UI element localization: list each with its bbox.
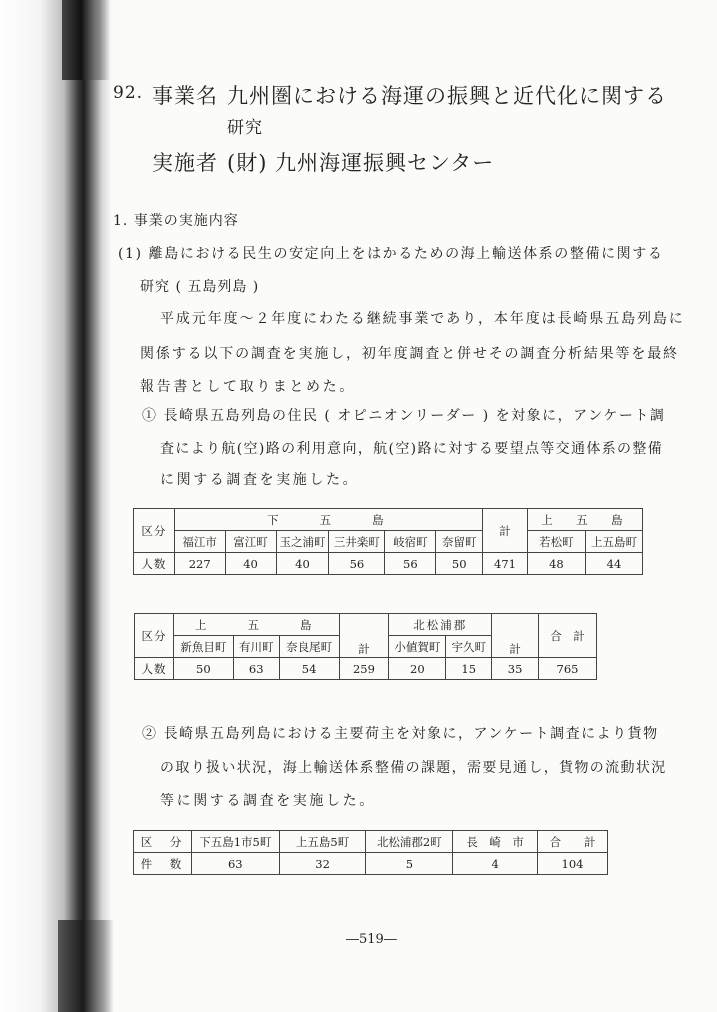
table-cell: 5 bbox=[366, 853, 453, 875]
table-cell: 50 bbox=[173, 658, 233, 680]
table-cell: 227 bbox=[174, 553, 225, 575]
table-cell: 20 bbox=[389, 658, 446, 680]
table-cell: 44 bbox=[585, 553, 642, 575]
sub1-line1: ① 長崎県五島列島の住民 ( オピニオンリーダー ) を対象に，アンケート調 bbox=[142, 408, 666, 424]
kei-header: 計 bbox=[339, 614, 389, 658]
para-line3: 報告書として取りまとめた。 bbox=[140, 379, 356, 395]
para-line1: 平成元年度～２年度にわたる継続事業であり，本年度は長崎県五島列島に bbox=[160, 311, 685, 327]
residents-table-1 bbox=[133, 508, 643, 575]
col-header: 岐宿町 bbox=[385, 531, 436, 553]
table-cell: 54 bbox=[279, 658, 339, 680]
col-header: 新魚目町 bbox=[173, 636, 233, 658]
kitamatsuura-header: 北松浦郡 bbox=[389, 614, 492, 636]
kei-header-2: 計 bbox=[492, 614, 539, 658]
sub1-line3: に関する調査を実施した。 bbox=[160, 472, 360, 488]
para-line2: 関係する以下の調査を実施し，初年度調査と併せその調査分析結果等を最終 bbox=[140, 346, 679, 362]
col-header: 小値賀町 bbox=[389, 636, 446, 658]
col-header: 奈良尾町 bbox=[279, 636, 339, 658]
kami-goto-header: 上 五 島 bbox=[173, 614, 339, 636]
shimo-goto-header: 下 五 島 bbox=[174, 509, 482, 531]
table-cell: 471 bbox=[483, 553, 528, 575]
page-number: ―519― bbox=[346, 932, 397, 947]
table-cell: 56 bbox=[385, 553, 436, 575]
table-cell: 15 bbox=[446, 658, 492, 680]
shippers-table bbox=[133, 830, 608, 875]
sub1-line2: 査により航(空)路の利用意向，航(空)路に対する要望点等交通体系の整備 bbox=[160, 441, 664, 457]
implementer-label: 実施者 bbox=[152, 151, 218, 175]
col-header: 奈留町 bbox=[436, 531, 483, 553]
table-cell: 40 bbox=[276, 553, 329, 575]
kubun-header: 区 分 bbox=[134, 831, 192, 853]
item-number: 92. bbox=[113, 83, 144, 103]
kubun-header: 区分 bbox=[134, 509, 175, 553]
kubun-header: 区分 bbox=[135, 614, 174, 658]
col-header: 宇久町 bbox=[446, 636, 492, 658]
col-header: 北松浦郡2町 bbox=[366, 831, 453, 853]
gokei-header: 合 計 bbox=[539, 614, 597, 658]
table-cell: 50 bbox=[436, 553, 483, 575]
kami-goto-header: 上 五 島 bbox=[527, 509, 642, 531]
section-title: 1. 事業の実施内容 bbox=[113, 213, 239, 229]
table-cell: 56 bbox=[329, 553, 385, 575]
col-header: 合 計 bbox=[538, 831, 608, 853]
item1-line2: 研究 ( 五島列島 ) bbox=[140, 279, 260, 295]
residents-table-2 bbox=[134, 613, 597, 680]
col-header: 玉之浦町 bbox=[276, 531, 329, 553]
col-header: 長 崎 市 bbox=[453, 831, 538, 853]
sub2-line3: 等に関する調査を実施した。 bbox=[160, 793, 376, 809]
col-header: 上五島町 bbox=[585, 531, 642, 553]
table-cell: 48 bbox=[527, 553, 585, 575]
table-cell: 63 bbox=[191, 853, 279, 875]
col-header: 三井楽町 bbox=[329, 531, 385, 553]
col-header: 下五島1市5町 bbox=[191, 831, 279, 853]
ninzu-label: 人数 bbox=[135, 658, 174, 680]
table-cell: 40 bbox=[225, 553, 276, 575]
table-cell: 259 bbox=[339, 658, 389, 680]
table-cell: 32 bbox=[279, 853, 366, 875]
project-label: 事業名 bbox=[152, 84, 218, 108]
col-header: 有川町 bbox=[233, 636, 279, 658]
implementer-name: (財) 九州海運振興センター bbox=[227, 151, 495, 175]
sub2-line2: の取り扱い状況，海上輸送体系整備の課題，需要見通し，貨物の流動状況 bbox=[160, 760, 667, 776]
table-cell: 4 bbox=[453, 853, 538, 875]
table-cell: 765 bbox=[539, 658, 597, 680]
item1-line1: (1) 離島における民生の安定向上をはかるための海上輸送体系の整備に関する bbox=[118, 246, 664, 262]
col-header: 福江市 bbox=[174, 531, 225, 553]
sub2-line1: ② 長崎県五島列島における主要荷主を対象に，アンケート調査により貨物 bbox=[142, 726, 659, 742]
kei-header: 計 bbox=[483, 509, 528, 553]
kensu-label: 件 数 bbox=[134, 853, 192, 875]
ninzu-label: 人数 bbox=[134, 553, 175, 575]
table-cell: 104 bbox=[538, 853, 608, 875]
project-name-line2: 研究 bbox=[227, 118, 263, 138]
table-cell: 63 bbox=[233, 658, 279, 680]
col-header: 若松町 bbox=[527, 531, 585, 553]
col-header: 富江町 bbox=[225, 531, 276, 553]
project-name-line1: 九州圏における海運の振興と近代化に関する bbox=[227, 84, 667, 108]
col-header: 上五島5町 bbox=[279, 831, 366, 853]
table-cell: 35 bbox=[492, 658, 539, 680]
